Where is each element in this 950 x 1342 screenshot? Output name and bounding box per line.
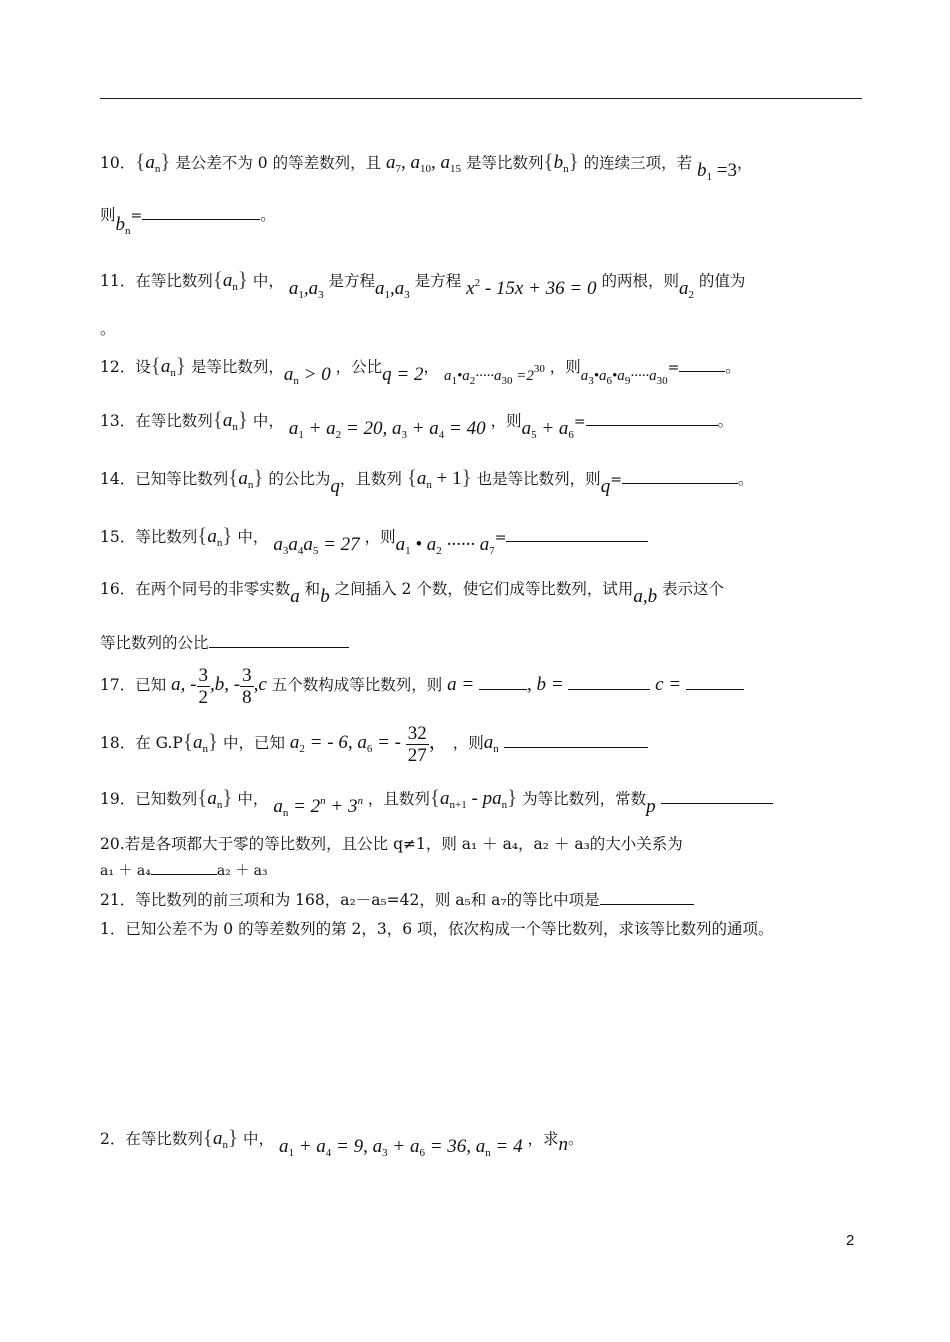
text: 中， [252,412,284,430]
text: 19．已知数列 [100,790,198,808]
text: 。 [260,206,276,224]
text: 中，已知 [222,734,285,752]
text: 。 [725,358,741,376]
problem-17: 17．已知 a, - $\frac{3}{2}$ ,b, - $\frac{3}{8}$ ,c 五个数构成等比数列，则 a = , b = c = [100,664,870,708]
text: 14．已知等比数列 [100,470,229,488]
text: 之间插入 2 个数，使它们成等比数列，试用 [334,580,634,598]
problem-11: 11．在等比数列$\{a_n\}$ 中， $a_1,a_3$ 是方程$a_1,a_3$ 是方程 $x^2 - 15x + 36 = 0$ 的两根，则$a_2$ 的值为 [100,267,746,301]
text: ， [737,154,753,172]
text: 20.若是各项都大于零的等比数列，且公比 q≠1，则 a₁ ＋ a₄，a₂ ＋ a₃的大小关系为 [100,835,683,853]
text: 中， [237,528,269,546]
problem-10-answer: 则$b_n=$ 。 [100,206,276,237]
text: = [130,208,143,224]
text: 中， [252,272,284,290]
answer-blank-b[interactable] [568,675,650,690]
text: 。 [717,412,734,430]
text: 是等比数列 [465,154,544,172]
text: 是等比数列， [190,358,284,376]
text: 17．已知 [100,676,167,694]
text: a₂ ＋ a₃ [216,863,268,879]
text: 2．在等比数列 [100,1130,203,1148]
text: 12．设 [100,358,151,376]
text: 的两根，则 [601,272,679,290]
answer-blank[interactable] [679,357,725,372]
problem-16: 16．在两个同号的非零实数a 和b 之间插入 2 个数，使它们成等比数列，试用a,b 表示这个 [100,580,725,607]
answer-blank[interactable] [600,890,694,905]
answer-blank[interactable] [586,411,718,426]
problem-13: 13．在等比数列$\{a_n\}$ 中， $a_1 + a_2 = 20$, $a_3 + a_4 = 40$ ，则$a_5 + a_6=$ 。 [100,407,734,441]
text: 。 [100,320,116,338]
problem-10: 10．$\{a_n\}$ 是公差不为 0 的等差数列，且 $a_7$, $a_{10}$, $a_{15}$ 是等比数列$\{b_n\}$ 的连续三项，若 $b_1 =3$， [100,149,753,183]
text: 是方程 [414,272,462,290]
text: = [494,530,507,546]
text: 表示这个 [662,580,725,598]
text: 五个数构成等比数列，则 [271,676,443,694]
text: ，且数列 [339,470,402,488]
text: 。 [568,1130,584,1148]
problem-14: 14．已知等比数列$\{a_n\}$ 的公比为q，且数列 $\{a_n + 1\}$ 也是等比数列，则q= 。 [100,465,754,497]
text: 11．在等比数列 [100,272,213,290]
header-rule [100,98,862,99]
problem-18: 18．在 $G.P\{a_n\}$ 中，已知 $a_2$ = - 6, $a_6$ = - $\frac{32}{27}$ ， ，则$a_n$ [100,720,870,770]
text: 1．已知公差不为 0 的等差数列的第 2，3，6 项，依次构成一个等比数列，求该等比数列的通项。 [100,920,774,938]
text: 和 [304,580,321,598]
problem-21 [100,889,870,911]
text: ，求 [527,1130,559,1148]
text: 的值为 [698,272,746,290]
answer-blank[interactable] [142,205,260,220]
answer-blank[interactable] [209,633,349,648]
text: 15．等比数列 [100,528,198,546]
text: 则 [100,206,116,224]
text: ，且数列 [367,790,430,808]
solution-problem-1 [100,918,870,940]
text: 是公差不为 0 的等差数列，且 [175,154,382,172]
text: 16．在两个同号的非零实数 [100,580,291,598]
text: 等比数列的公比 [100,634,209,652]
text: 为等比数列，常数 [522,790,647,808]
text: = [573,414,586,430]
text: = [667,360,680,376]
text: = [610,472,622,488]
text: 18．在 G.P [100,734,183,752]
answer-blank[interactable] [661,789,773,804]
answer-blank-c[interactable] [686,675,744,690]
text: 的连续三项，若 [583,154,693,172]
text: 13．在等比数列 [100,412,213,430]
text: 10． [100,154,136,172]
text: ，则 [549,358,581,376]
text: 的公比为 [268,470,331,488]
problem-12: 12．设$\{a_n\}$ 是等比数列，$a_n > 0$ ，公比q = 2， $a_1•a_2\cdot\cdot\cdot\cdot\cdot a_{30} =2^{30}$ ，则$a_3•a_6•a_9\cdot\cdot\cdot\cdot\cdot a_{30}=$ 。 [100,353,741,387]
answer-blank[interactable] [622,469,738,484]
problem-11-end [100,318,870,340]
text: 。 [737,470,754,488]
answer-blank[interactable] [506,527,648,542]
text: a₁ ＋ a₄ [100,863,151,879]
text: ，公比 [335,358,383,376]
problem-19: 19．已知数列$\{a_n\}$ 中， $a_n = 2^n + 3^n$ ，且数列$\{a_{n+1} - pa_n\}$ 为等比数列，常数p [100,782,870,816]
text: 也是等比数列，则 [476,470,601,488]
text: ， [423,358,439,376]
text: 中， [237,790,269,808]
page-number: 2 [846,1232,855,1249]
problem-15: 15．等比数列$\{a_n\}$ 中， $a_3a_4a_5 = 27$ ，则$a_1$ • $a_2$ ······ $a_7=$ [100,524,870,554]
problem-20 [100,833,870,855]
problem-16-answer [100,632,870,654]
text: ，则 [452,734,484,752]
problem-20-answer [100,860,870,882]
text: ，则 [490,412,522,430]
answer-blank[interactable] [151,860,217,875]
text: ，则 [364,528,396,546]
answer-blank[interactable] [504,733,648,748]
text: 是方程 [328,272,376,290]
solution-problem-2: 2．在等比数列$\{a_n\}$ 中， $a_1 + a_4 = 9$, $a_3 + a_6 = 36$, $a_n = 4$ ，求n。 [100,1125,584,1159]
answer-blank-a[interactable] [479,675,527,690]
text: 21．等比数列的前三项和为 168，a₂－a₅=42，则 a₅和 a₇的等比中项是 [100,891,600,909]
text: 中， [243,1130,275,1148]
